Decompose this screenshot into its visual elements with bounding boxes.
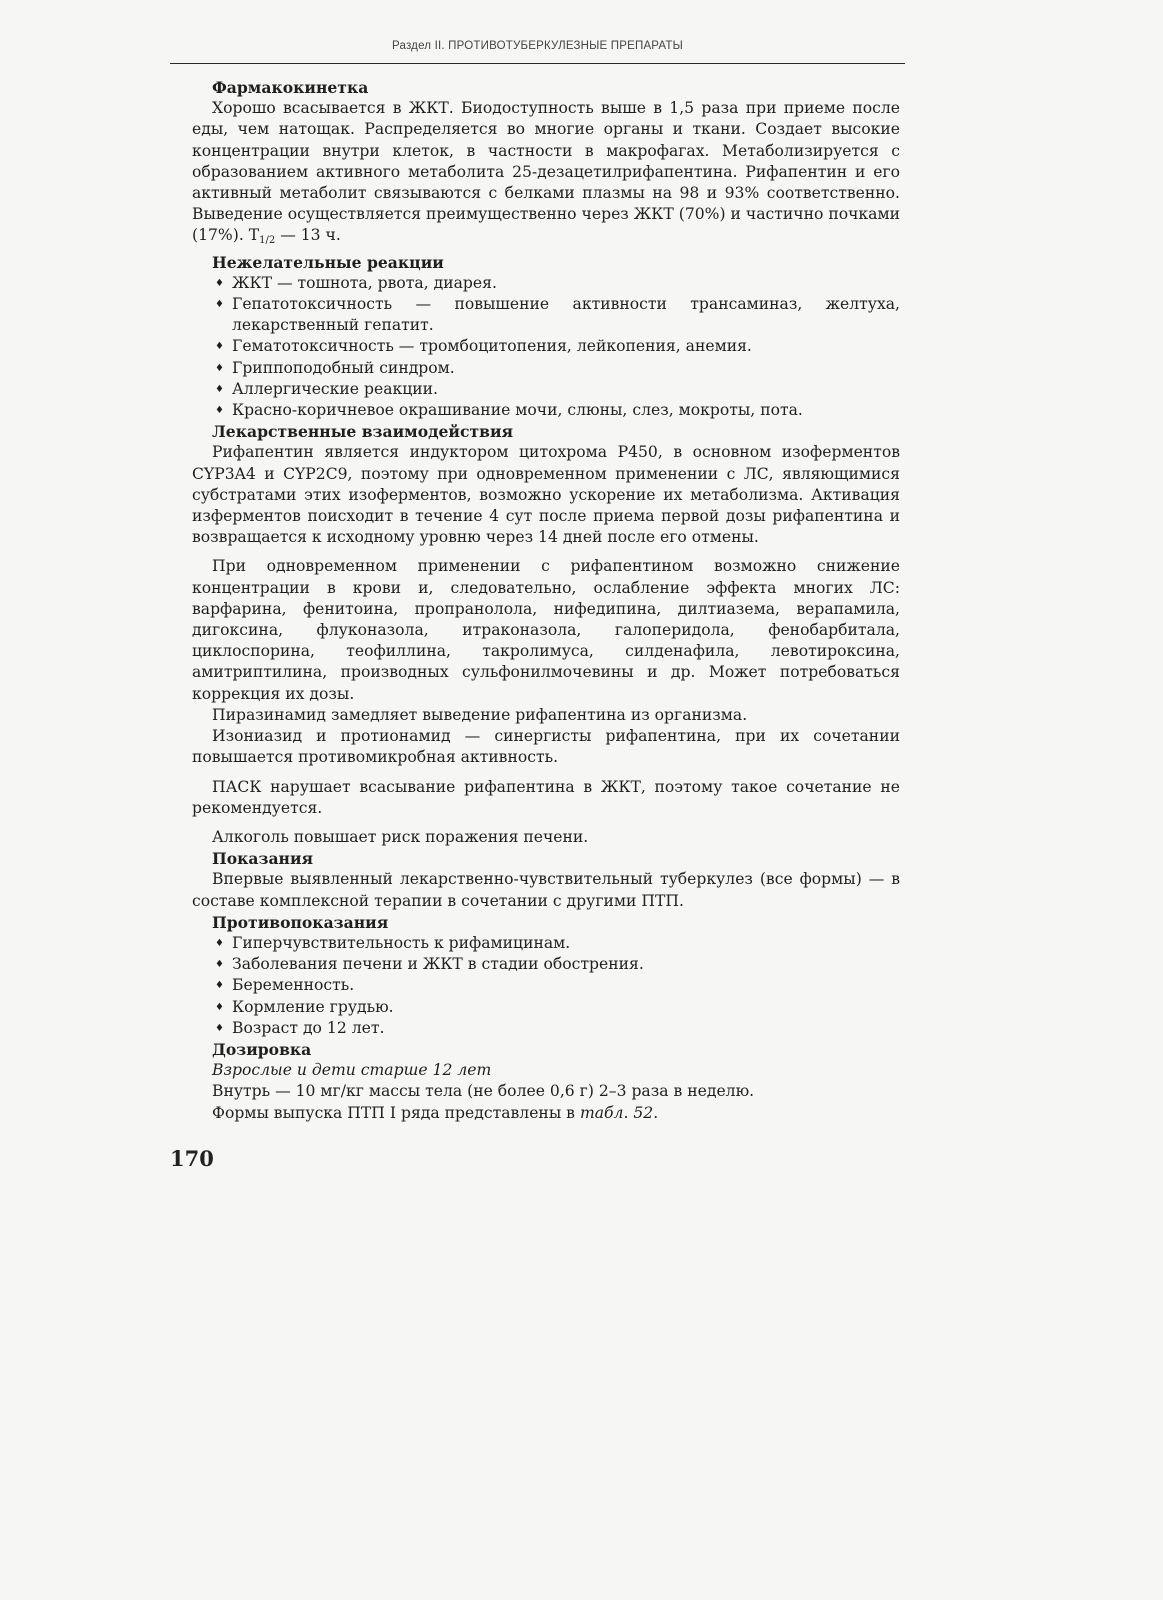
interactions-paragraph: Алкоголь повышает риск поражения печени. (212, 827, 589, 846)
page-number: 170 (170, 1146, 214, 1171)
list-item: ♦ ЖКТ — тошнота, рвота, диарея. (192, 273, 900, 294)
pharmacokinetics-text (192, 98, 900, 251)
pharmacokinetics-heading: Фармакокинетка (212, 78, 369, 97)
list-item: ♦ Гепатотоксичность — повышение активности трансаминаз, желтуха, лекарственный гепатит. (192, 294, 900, 336)
dosage-subheading: Взрослые и дети старше 12 лет (212, 1061, 492, 1080)
indications-text: Впервые выявленный лекарственно-чувствительный туберкулез (все формы) — в составе комплексной терапии в сочетании с другими ПТП. (192, 870, 900, 910)
list-item: ♦ Красно-коричневое окрашивание мочи, слюны, слез, мокроты, пота. (192, 400, 900, 421)
adverse-reactions-heading: Нежелательные реакции (212, 252, 444, 272)
list-item: ♦ Гиперчувствительность к рифамицинам. (192, 933, 900, 954)
list-item: ♦ Гриппоподобный синдром. (192, 358, 900, 379)
pharmacokinetics-text-b: — 13 ч. (275, 226, 341, 245)
interactions-paragraph: Рифапентин является индуктором цитохрома P450, в основном изоферментов CYP3A4 и CYP2C9, поэтому при одновременном применении с ЛС, являющимися субстратами этих изоферментов, возможно ускорение их метаболизма. Активация изферментов поисходит в течение 4 сут после приема первой дозы рифапентина и возвращается к исходному уровню через 14 дней после его отмены. (192, 443, 900, 547)
drug-interactions-heading: Лекарственные взаимодействия (212, 422, 514, 442)
release-forms-end: . (653, 1103, 659, 1122)
half-life-subscript: 1/2 (259, 235, 276, 247)
header-rule (170, 63, 905, 64)
interactions-paragraph: Изониазид и протионамид — синергисты рифапентина, при их сочетании повышается противомикробная активность. (192, 727, 900, 767)
list-item: ♦ Аллергические реакции. (192, 379, 900, 400)
indications-heading: Показания (212, 849, 314, 869)
running-header: Раздел II. ПРОТИВОТУБЕРКУЛЕЗНЫЕ ПРЕПАРАТЫ (392, 40, 683, 52)
list-item: ♦ Заболевания печени и ЖКТ в стадии обострения. (192, 954, 900, 975)
list-item: ♦ Кормление грудью. (192, 997, 900, 1018)
list-item: ♦ Возраст до 12 лет. (192, 1018, 900, 1039)
release-forms-lead: Формы выпуска ПТП I ряда представлены в (212, 1103, 580, 1122)
dosage-text: Внутрь — 10 мг/кг массы тела (не более 0,6 г) 2–3 раза в неделю. (212, 1082, 755, 1101)
interactions-paragraph: Пиразинамид замедляет выведение рифапентина из организма. (212, 705, 748, 724)
pharmacokinetics-text-a: Хорошо всасывается в ЖКТ. Биодоступность выше в 1,5 раза при приеме после еды, чем натощак. Распределяется во многие органы и ткани. Создает высокие концентрации внутри клеток, в частности в макрофагах. Метаболизируется с образованием активного метаболита 25-дезацетилрифапентина. Рифапентин и его активный метаболит связываются с белками плазмы на 98 и 93% соответственно. Выведение осуществляется преимущественно через ЖКТ (70%) и частично почками (17%). Т (192, 99, 900, 245)
page-body (192, 77, 900, 1124)
release-forms-text (192, 1103, 900, 1124)
interactions-paragraph: ПАСК нарушает всасывание рифапентина в ЖКТ, поэтому такое сочетание не рекомендуется. (192, 777, 900, 817)
contraindications-heading: Противопоказания (212, 912, 389, 932)
dosage-heading: Дозировка (212, 1039, 312, 1059)
contraindications-list (192, 933, 900, 1039)
list-item: ♦ Беременность. (192, 975, 900, 996)
interactions-paragraph: При одновременном применении с рифапентином возможно снижение концентрации в крови и, следовательно, ослабление эффекта многих ЛС: варфарина, фенитоина, пропранолола, нифедипина, дилтиазема, верапамила, дигоксина, флуконазола, итраконазола, галоперидола, фенобарбитала, циклоспорина, теофиллина, такролимуса, силденафила, левотироксина, амитриптилина, производных сульфонилмочевины и др. Может потребоваться коррекция их дозы. (192, 557, 900, 703)
adverse-reactions-list (192, 273, 900, 421)
list-item: ♦ Гематотоксичность — тромбоцитопения, лейкопения, анемия. (192, 336, 900, 357)
table-reference-link: табл. 52 (579, 1103, 654, 1122)
